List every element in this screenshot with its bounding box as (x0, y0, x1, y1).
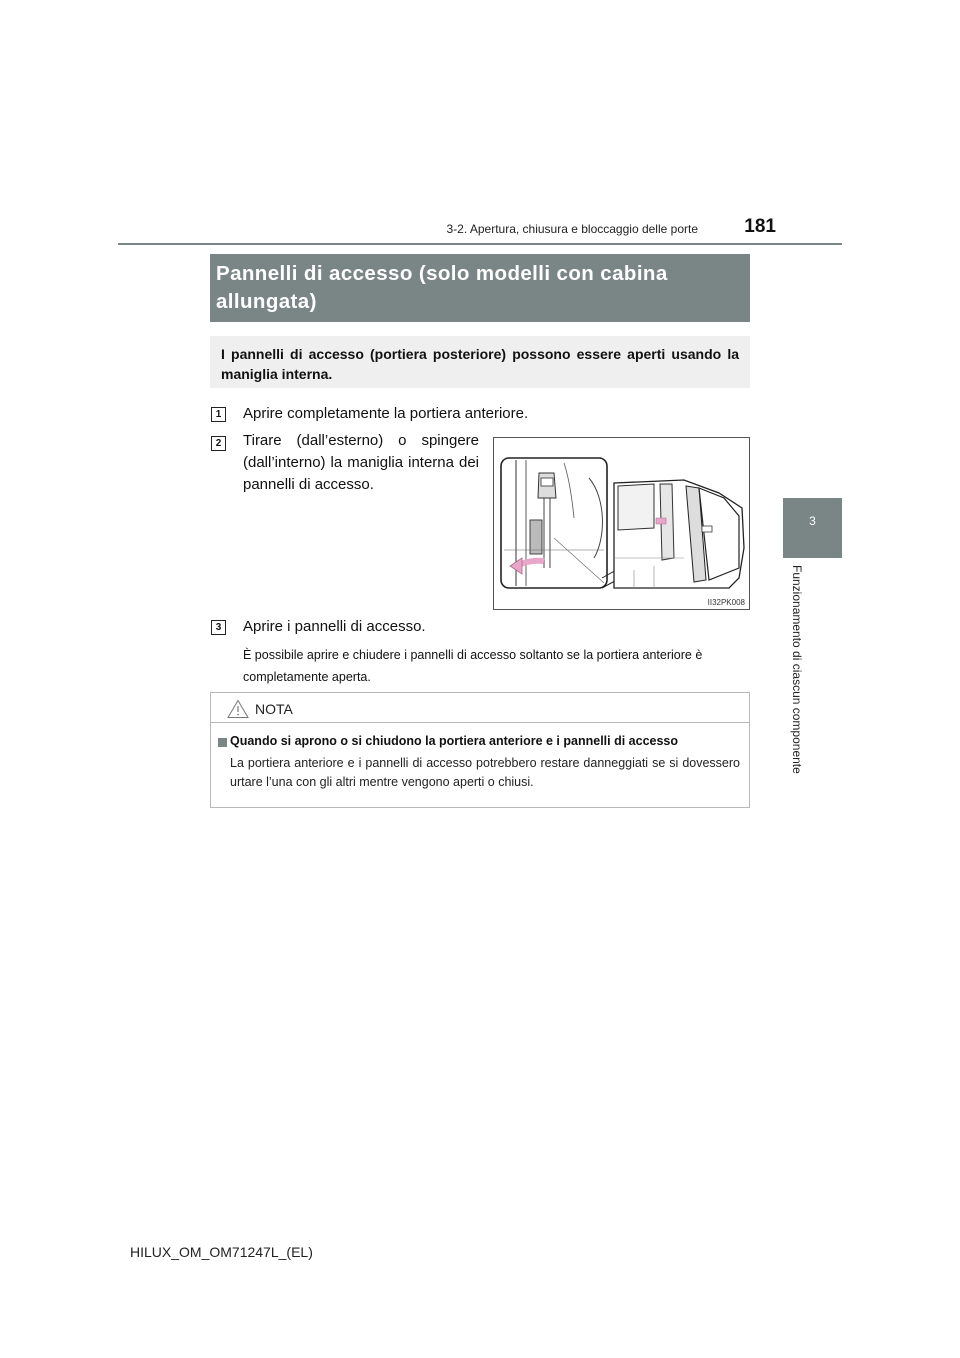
page-number: 181 (744, 216, 776, 237)
step-text-1: Aprire completamente la portiera anteriore. (243, 405, 529, 422)
notice-box (210, 692, 750, 808)
step-number-3: 3 (211, 620, 226, 635)
notice-header (211, 693, 749, 723)
warning-triangle-icon (227, 699, 249, 719)
step-number-2: 2 (211, 436, 226, 451)
chapter-number: 3 (809, 514, 816, 528)
step-text-3: Aprire i pannelli di accesso. (243, 618, 426, 635)
access-panel-illustration (493, 437, 750, 610)
chapter-title-vertical: Funzionamento di ciascun componente (790, 565, 804, 774)
figure-code: II32PK008 (707, 598, 745, 607)
header-divider (118, 243, 842, 245)
intro-text: I pannelli di accesso (portiera posteriore) possono essere aperti usando la maniglia interna. (221, 346, 739, 382)
step-text-2: Tirare (dall’esterno) o spingere (dall’interno) la maniglia interna dei pannelli di accesso. (243, 432, 479, 493)
step-number-1: 1 (211, 407, 226, 422)
intro-box (210, 336, 750, 388)
header-section-title: 3-2. Apertura, chiusura e bloccaggio delle porte (446, 222, 698, 236)
bullet-square-icon (218, 738, 227, 747)
section-title: Pannelli di accesso (solo modelli con cabina allungata) (216, 262, 668, 313)
notice-subheading: Quando si aprono o si chiudono la portiera anteriore e i pannelli di accesso (230, 734, 679, 748)
chapter-tab (783, 498, 842, 558)
vehicle-door-drawing (494, 438, 749, 609)
notice-label: NOTA (255, 701, 293, 717)
notice-body: La portiera anteriore e i pannelli di accesso potrebbero restare danneggiati se si dovessero urtare l’una con gli altri mentre vengono aperti o chiusi. (230, 756, 740, 789)
section-title-box (210, 254, 750, 322)
step-note: È possibile aprire e chiudere i pannelli di accesso soltanto se la portiera anteriore è completamente aperta. (243, 648, 703, 684)
document-code: HILUX_OM_OM71247L_(EL) (130, 1244, 313, 1260)
